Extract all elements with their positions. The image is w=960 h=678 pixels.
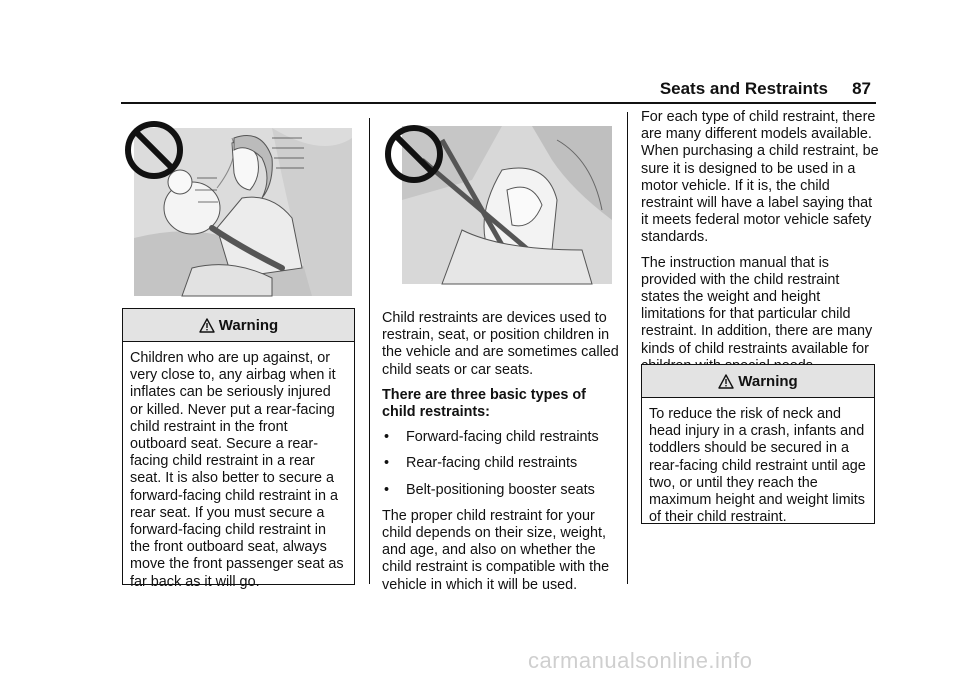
header-rule xyxy=(121,102,876,104)
warning-triangle-icon xyxy=(199,318,215,333)
column-divider-right xyxy=(627,112,628,584)
closing-paragraph: The proper child restraint for your child depends on their size, weight, and age, and also on whether the child restraint is compatible with the vehicle in which it will be used. xyxy=(382,507,610,593)
airbag-warning-illustration xyxy=(122,118,354,298)
right-column-text xyxy=(641,109,879,383)
bullet-symbol: • xyxy=(384,455,390,472)
instruction-manual-paragraph: The instruction manual that is provided with the child restraint states the weight and height limitations for that particular child restraint. In addition, there are many kinds of child restraints available for xyxy=(641,254,873,357)
list-item: • Rear-facing child restraints xyxy=(384,455,578,472)
watermark: carmanualsonline.info xyxy=(528,648,753,673)
bullet-symbol: • xyxy=(384,481,390,498)
column-divider-left xyxy=(369,118,370,584)
list-item: • Belt-positioning booster seats xyxy=(384,481,595,498)
list-item: • Forward-facing child restraints xyxy=(384,429,599,446)
neck-injury-warning-box xyxy=(641,364,875,524)
warning-label: Warning xyxy=(218,316,279,334)
bullet-symbol: • xyxy=(384,429,390,446)
middle-column-text xyxy=(382,310,620,602)
warning-text: To reduce the risk of neck and head injury in a crash, infants and toddlers should be secured in a rear-facing child restraint until age two, or until they reach the maximum height and weight limits of their child restraint. xyxy=(649,406,866,526)
rear-facing-front-seat-illustration xyxy=(382,120,612,286)
models-paragraph: For each type of child restraint, there are many different models available. When purchasing a child restraint, be sure it is designed to be used in a motor vehicle. If it is, the child restraint will have a label saying that it meets federal motor vehicle safety standards. xyxy=(641,109,879,246)
airbag-warning-box xyxy=(122,308,355,590)
warning-text: Children who are up against, or very close to, any airbag when it inflates can be seriously injured or killed. Never put a rear-facing child restraint in the front outboard seat. Secure a rear-facing child restraint in a rear seat. It is also better to secure a forward-facing child restraint in a rear seat. If you must secure a forward-facing child restraint in the front outboard seat, always move the front passenger seat as far back as it will go. xyxy=(130,350,344,590)
types-heading: There are three basic types of child restraints: xyxy=(382,386,586,421)
page-number: 87 xyxy=(852,79,871,98)
section-title: Seats and Restraints xyxy=(659,79,828,98)
warning-header xyxy=(642,365,874,398)
warning-label: Warning xyxy=(738,372,798,390)
warning-header xyxy=(123,309,354,342)
child-restraint-intro: Child restraints are devices used to restrain, seat, or position children in the vehicle and are sometimes called child seats or car seats. xyxy=(382,310,619,378)
warning-triangle-icon xyxy=(718,374,734,389)
